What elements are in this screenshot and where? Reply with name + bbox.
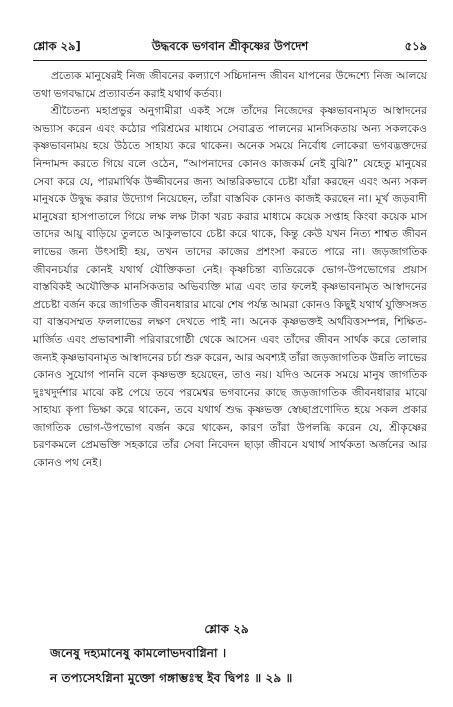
paragraph-1: প্রত্যেক মানুষেরই নিজ জীবনের কল্যাণে সচ্চিদানন্দ জীবন যাপনের উদ্দেশ্যে নিজ আলয়ে তথা ভগবদ্ধামে প্রত্যাবর্তন করাই যথার্থ কর্তব্য। xyxy=(33,70,427,100)
header-sloka-ref: শ্লোক ২৯] xyxy=(33,39,81,53)
header-rule xyxy=(33,60,427,61)
purport-text xyxy=(33,68,427,473)
paragraph-2: শ্রীচৈতন্য মহাপ্রভুর অনুগামীরা একই সঙ্গে তাঁদের নিজেদের কৃষ্ণভাবনামৃত আস্বাদনের অভ্যাস করেন এবং কঠোর পরিশ্রমের মাধ্যমে সেবাব্রত পালনের মানসিকতায় অন্য সকলকেও কৃষ্ণভাবনাময় হয়ে উঠতে সাহায্য করে থাকেন। অনেক সময়ে নির্বোধ লোকেরা ভগবদ্ভক্তদের নিন্দামন্দ করতে গিয়ে বলে ওঠেন, “আপনাদের কোনও কাজকর্ম নেই বুঝি?” যেহেতু মানুষের সেবা করে যে, পারমার্থিক উজ্জীবনের জন্য আন্তরিকভাবে চেষ্টা যাঁরা করছেন এবং অন্য সকল মানুষকে উদ্বুদ্ধ করার উদ্যোগ নিয়েছেন, তাঁরা বাস্তবিক কোনও কাজই করছেন না। মূর্খ জড়বাদী মানুষেরা হাসপাতালে গিয়ে লক্ষ লক্ষ টাকা খরচ করার মাধ্যমে কয়েক সপ্তাহ কিংবা কয়েক মাস তাদের আয়ু বাড়িয়ে তুলতে আকুলভাবে চেষ্টা করে থাকে, কিন্তু কেউ যখন নিত্য শাশ্বত জীবন লাভের জন্য উৎসাহী হয়, তখন তাদের কাজের প্রশংসা করতে পারে না। জড়জাগতিক জীবনচর্যার কোনই যথার্থ যৌক্তিকতা নেই। কৃষ্ণচিন্তা ব্যতিরেকে ভোগ-উপভোগের প্রয়াস বাস্তবিকই অযৌক্তিক মানসিকতার অভিব্যক্তি মাত্র এবং তার ফলেই কৃষ্ণভাবনামৃত আস্বাদনের প্রচেষ্টা বর্জন করে জাগতিক জীবনধারার মাঝে শেষ পর্যন্ত আমরা কোনও কিছুই যথার্থ যুক্তিসঙ্গত বা বাস্তবসম্মত ফললাভের লক্ষণ দেখতে পাই না। অনেক কৃষ্ণভক্তই অর্থবিত্তসম্পন্ন, শিক্ষিত-মার্জিত এবং প্রভাবশালী পরিবারগোষ্ঠী থেকে আসেন এবং তাঁদের জীবন সার্থক করে তোলার জন্যই কৃষ্ণভাবনামৃত আস্বাদনের চর্চা শুরু করেন, আর অবশ্যই তাঁরা জড়জাগতিক উন্নতি লাভের কোনও সুযোগ পাননি বলে কৃষ্ণভক্ত হয়েছেন, তাও নয়। যদিও অনেক সময়ে মানুষ জাগতিক দুঃখদুর্দশার মাঝে কষ্ট পেয়ে তবে পরমেশ্বর ভগবানের কাছে জড়জাগতিক জীবনধারার মাঝে সাহায্য কৃপা ভিক্ষা করে থাকেন, তবে যথার্থ শুদ্ধ কৃষ্ণভক্ত স্বেচ্ছাপ্রণোদিত হয়ে সকল প্রকার জাগতিক ভোগ-উপভোগ বর্জন করে থাকেন, কারণ তাঁরা উপলব্ধি করেন যে, শ্রীকৃষ্ণের চরণকমলে প্রেমভক্তি সহকারে তাঁর সেবা নিবেদন ছাড়া জীবনে যথার্থ সার্থকতা অর্জনের আর কোনও পথ নেই। xyxy=(33,105,427,470)
page-number: ৫১৯ xyxy=(404,39,427,53)
page-header xyxy=(33,38,427,56)
verse-line-2: ন তপ্যসেঽগ্নিনা মুক্তো গঙ্গাম্ভঃস্থ ইব দ্বিপঃ ॥ ২৯ ॥ xyxy=(50,671,293,685)
header-title: উদ্ধবকে ভগবান শ্রীকৃষ্ণের উপদেশ xyxy=(151,39,309,53)
sloka-heading: শ্লোক ২৯ xyxy=(204,622,249,636)
verse-line-1: জনেষু দহ্যমানেষু কামলোভদবাগ্নিনা । xyxy=(50,646,227,660)
